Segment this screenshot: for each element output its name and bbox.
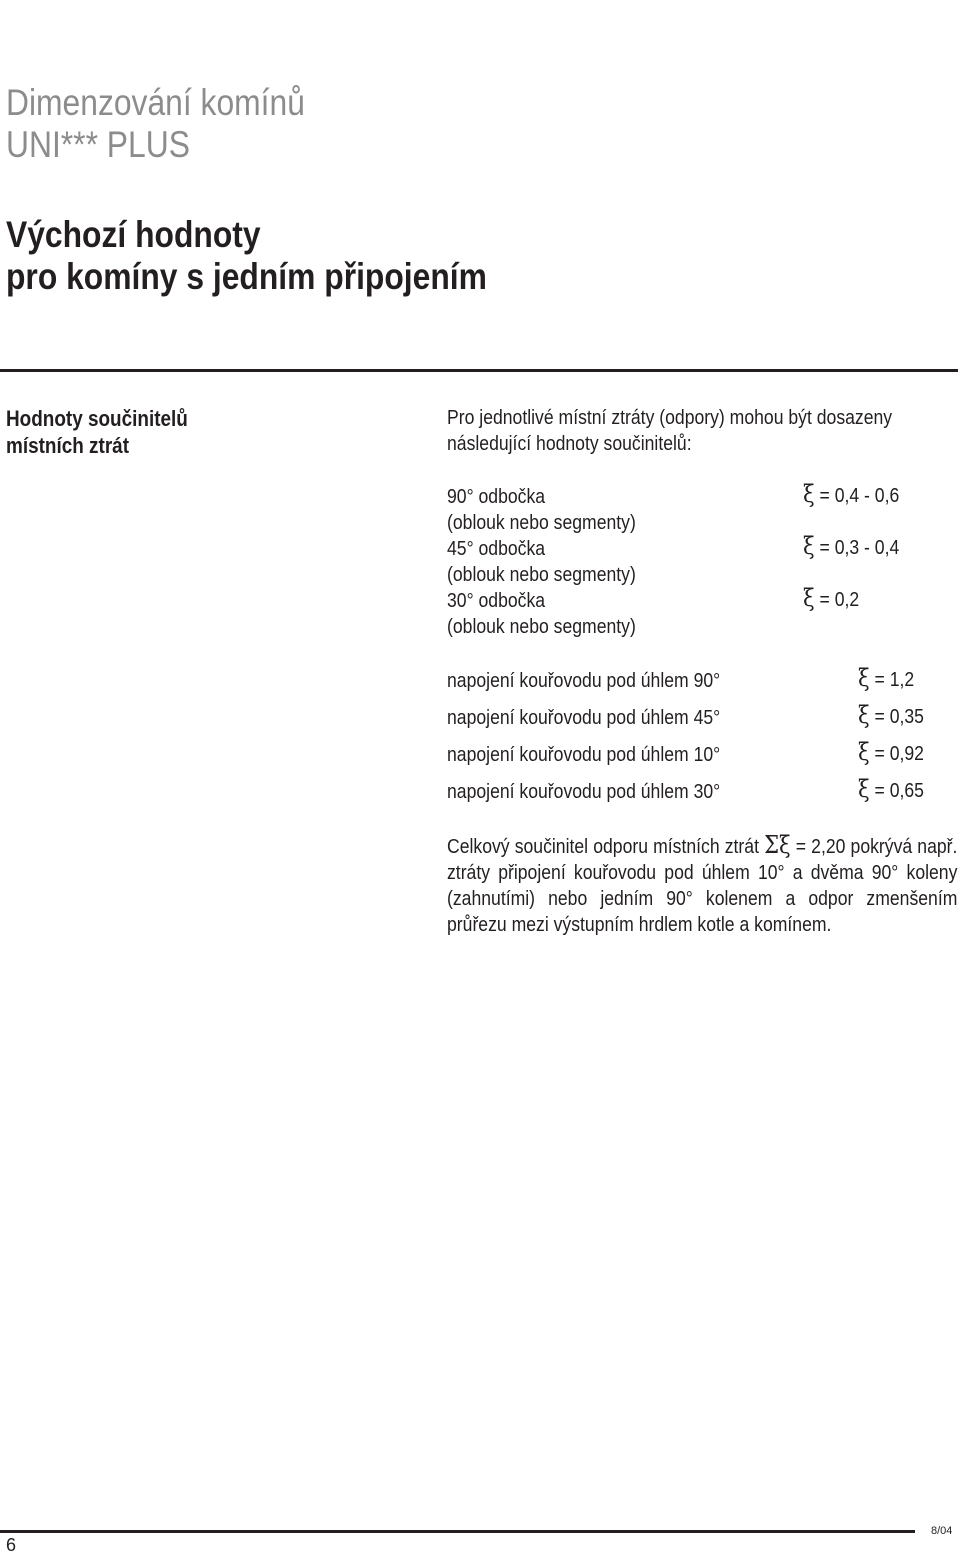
document-subtitle-line1: Výchozí hodnoty bbox=[6, 214, 261, 255]
edition-date: 8/04 bbox=[931, 1525, 953, 1537]
bend-note: (oblouk nebo segmenty) bbox=[447, 616, 636, 638]
bend-name: 30° odbočka bbox=[447, 590, 546, 612]
xi-symbol: ξ bbox=[779, 831, 791, 859]
sigma-symbol: Σ bbox=[764, 831, 780, 859]
summary-text-part1: Celkový součinitel odporu místních ztrát bbox=[447, 836, 765, 858]
section-heading-line2: místních ztrát bbox=[6, 433, 130, 458]
bend-value bbox=[803, 585, 859, 613]
bend-value-text: = 0,2 bbox=[819, 589, 860, 611]
connection-name: napojení kouřovodu pod úhlem 90° bbox=[447, 670, 721, 692]
section-divider bbox=[0, 369, 958, 372]
page-number: 6 bbox=[6, 1535, 17, 1555]
document-subtitle-line2: pro komíny s jedním připojením bbox=[6, 256, 487, 297]
connection-value bbox=[858, 702, 924, 730]
bend-value-text: = 0,4 - 0,6 bbox=[819, 485, 900, 507]
connection-name: napojení kouřovodu pod úhlem 10° bbox=[447, 744, 721, 766]
connection-name: napojení kouřovodu pod úhlem 45° bbox=[447, 707, 721, 729]
connection-value bbox=[858, 739, 924, 767]
bend-name: 45° odbočka bbox=[447, 538, 546, 560]
bend-value bbox=[803, 533, 899, 561]
intro-line2: následující hodnoty součinitelů: bbox=[447, 433, 692, 455]
connection-value-text: = 1,2 bbox=[874, 669, 915, 691]
document-title-line1: Dimenzování komínů bbox=[6, 82, 305, 123]
xi-symbol: ξ bbox=[803, 584, 815, 612]
bend-note: (oblouk nebo segmenty) bbox=[447, 512, 636, 534]
section-heading bbox=[6, 405, 188, 459]
section-heading-line1: Hodnoty součinitelů bbox=[6, 406, 188, 431]
bend-name: 90° odbočka bbox=[447, 486, 546, 508]
xi-symbol: ξ bbox=[858, 664, 870, 692]
summary-text-part2: = 2,20 pokrývá např. ztráty připojení kouřovodu pod úhlem 10° a dvěma 90° koleny (zahnutími) nebo jedním 90° kolenem a odpor zmenšením průřezu mezi výstupním hrdlem kotle a komínem. bbox=[447, 836, 958, 936]
xi-symbol: ξ bbox=[858, 775, 870, 803]
intro-line1: Pro jednotlivé místní ztráty (odpory) mohou být dosazeny bbox=[447, 407, 893, 429]
document-subtitle bbox=[6, 214, 487, 298]
connection-value-text: = 0,65 bbox=[874, 780, 924, 802]
document-title bbox=[6, 82, 305, 166]
connection-value bbox=[858, 665, 914, 693]
xi-symbol: ξ bbox=[858, 738, 870, 766]
xi-symbol: ξ bbox=[803, 480, 815, 508]
xi-symbol: ξ bbox=[858, 701, 870, 729]
connection-value-text: = 0,92 bbox=[874, 743, 924, 765]
footer-divider bbox=[0, 1530, 915, 1533]
connection-value-text: = 0,35 bbox=[874, 706, 924, 728]
xi-symbol: ξ bbox=[803, 532, 815, 560]
bend-value-text: = 0,3 - 0,4 bbox=[819, 537, 900, 559]
connection-name: napojení kouřovodu pod úhlem 30° bbox=[447, 781, 721, 803]
summary-paragraph bbox=[447, 832, 957, 938]
connection-value bbox=[858, 776, 924, 804]
bend-note: (oblouk nebo segmenty) bbox=[447, 564, 636, 586]
document-title-line2: UNI*** PLUS bbox=[6, 124, 190, 165]
intro-text bbox=[447, 405, 892, 457]
bend-value bbox=[803, 481, 899, 509]
